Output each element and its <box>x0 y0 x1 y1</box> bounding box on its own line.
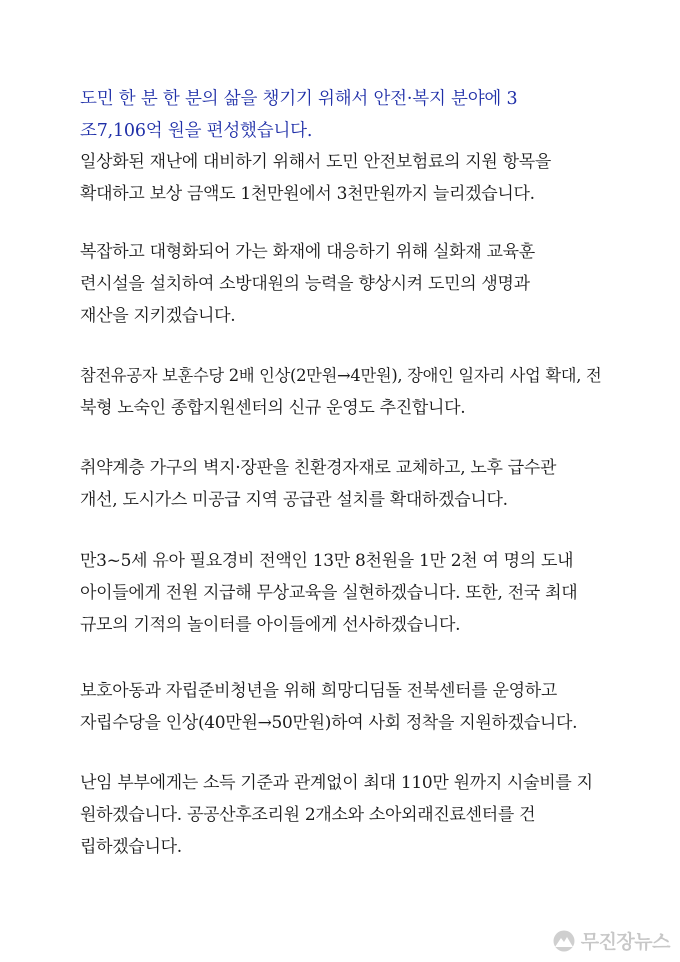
paragraph-line: 취약계층 가구의 벽지·장판을 친환경자재로 교체하고, 노후 급수관 <box>80 458 557 478</box>
paragraph-line: 만3~5세 유아 필요경비 전액인 13만 8천원을 1만 2천 여 명의 도내 <box>80 551 574 571</box>
headline <box>80 83 608 147</box>
paragraph-line: 자립수당을 인상(40만원→50만원)하여 사회 정착을 지원하겠습니다. <box>80 713 578 733</box>
paragraph-line: 규모의 기적의 놀이터를 아이들에게 선사하겠습니다. <box>80 615 461 635</box>
paragraph-line: 난임 부부에게는 소득 기준과 관계없이 최대 110만 원까지 시술비를 지 <box>80 773 593 793</box>
headline-line: 도민 한 분 한 분의 삶을 챙기기 위해서 안전·복지 분야에 3 <box>80 89 518 109</box>
paragraph-safety-insurance <box>80 146 608 210</box>
paragraph-line: 일상화된 재난에 대비하기 위해서 도민 안전보험료의 지원 항목을 <box>80 152 552 172</box>
paragraph-line: 개선, 도시가스 미공급 지역 공급관 설치를 확대하겠습니다. <box>80 490 508 510</box>
paragraph-housing-improvement <box>80 452 608 516</box>
watermark <box>551 927 670 954</box>
paragraph-veterans-welfare <box>80 360 608 424</box>
paragraph-line: 복잡하고 대형화되어 가는 화재에 대응하기 위해 실화재 교육훈 <box>80 242 535 262</box>
headline-line: 조7,106억 원을 편성했습니다. <box>80 121 313 141</box>
paragraph-fire-training <box>80 236 608 332</box>
paragraph-line: 원하겠습니다. 공공산후조리원 2개소와 소아외래진료센터를 건 <box>80 805 536 825</box>
paragraph-youth-support <box>80 675 608 739</box>
paragraph-line: 아이들에게 전원 지급해 무상교육을 실현하겠습니다. 또한, 전국 최대 <box>80 583 578 603</box>
paragraph-infertility-support <box>80 767 608 863</box>
paragraph-line: 보호아동과 자립준비청년을 위해 희망디딤돌 전북센터를 운영하고 <box>80 681 557 701</box>
paragraph-line: 북형 노숙인 종합지원센터의 신규 운영도 추진합니다. <box>80 398 466 418</box>
paragraph-line: 재산을 지키겠습니다. <box>80 306 236 326</box>
watermark-text: 무진장뉴스 <box>580 931 670 953</box>
paragraph-line: 참전유공자 보훈수당 2배 인상(2만원→4만원), 장애인 일자리 사업 확대, 전 <box>80 366 602 385</box>
paragraph-free-education <box>80 545 608 641</box>
paragraph-line: 련시설을 설치하여 소방대원의 능력을 향상시켜 도민의 생명과 <box>80 274 530 294</box>
mountain-logo-icon <box>551 930 577 952</box>
paragraph-line: 확대하고 보상 금액도 1천만원에서 3천만원까지 늘리겠습니다. <box>80 184 535 204</box>
paragraph-line: 립하겠습니다. <box>80 837 182 857</box>
